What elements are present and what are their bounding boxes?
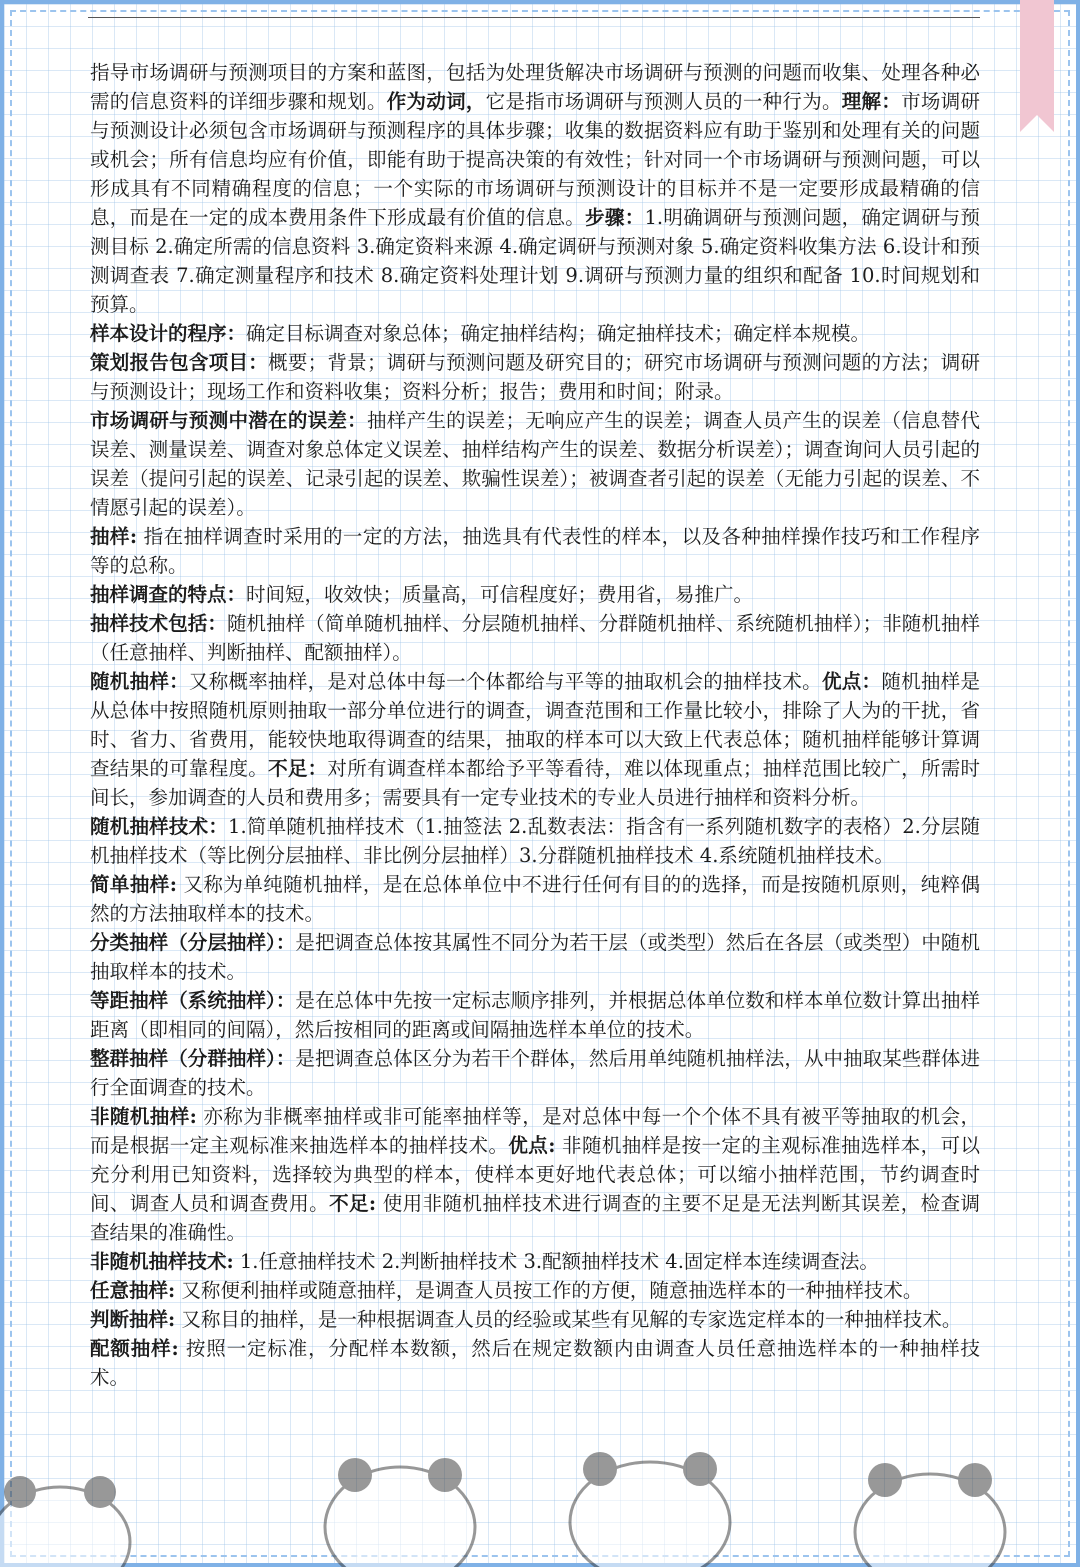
term-heading: 不足: <box>329 1192 377 1215</box>
paragraph-text: 又称为单纯随机抽样，是在总体单位中不进行任何有目的的选择，而是按随机原则，纯粹偶然的方法抽取样本的技术。 <box>90 873 980 925</box>
term-heading: 判断抽样: <box>90 1308 176 1331</box>
paragraph-text: 指在抽样调查时采用的一定的方法，抽选具有代表性的样本，以及各种抽样操作技巧和工作程序等的总称。 <box>90 525 980 577</box>
paragraph-text: 又称目的抽样，是一种根据调查人员的经验或某些有见解的专家选定样本的一种抽样技术。 <box>175 1308 962 1331</box>
paragraph <box>90 58 980 319</box>
paragraph <box>90 1334 980 1392</box>
term-heading: 等距抽样（系统抽样）： <box>90 989 296 1012</box>
term-heading: 抽样: <box>90 525 138 548</box>
paragraph-text: 抽样产生的误差；无响应产生的误差；调查人员产生的误差（信息替代误差、测量误差、调查对象总体定义误差、抽样结构产生的误差、数据分析误差）；调查询问人员引起的误差（提问引起的误差、记录引起的误差、欺骗性误差）；被调查者引起的误差（无能力引起的误差、不情愿引起的误差）。 <box>90 409 980 519</box>
term-heading: 作为动词， <box>386 90 486 113</box>
paragraph-text: 是在总体中先按一定标志顺序排列，并根据总体单位数和样本单位数计算出抽样距离（即相同的间隔），然后按相同的距离或间隔抽选样本单位的技术。 <box>90 989 980 1041</box>
term-heading: 抽样调查的特点： <box>90 583 247 606</box>
paragraph-text: 市场调研与预测设计必须包含市场调研与预测程序的具体步骤；收集的数据资料应有助于鉴别和处理有关的问题或机会；所有信息均应有价值，即能有助于提高决策的有效性；针对同一个市场调研与预测问题，可以形成具有不同精确程度的信息；一个实际的市场调研与预测设计的目标并不是一定要形成最精确的信息，而是在一定的成本费用条件下形成最有价值的信息。 <box>90 90 980 229</box>
paragraph <box>90 609 980 667</box>
paragraph-text: 又称概率抽样，是对总体中每一个体都给与平等的抽取机会的抽样技术。 <box>188 670 822 693</box>
term-heading: 简单抽样: <box>90 873 177 896</box>
paragraph <box>90 1276 980 1305</box>
paragraph-text: 概要；背景；调研与预测问题及研究目的；研究市场调研与预测问题的方法；调研与预测设计；现场工作和资料收集；资料分析；报告；费用和时间；附录。 <box>90 351 980 403</box>
term-heading: 非随机抽样: <box>90 1105 197 1128</box>
paragraph <box>90 1247 980 1276</box>
paragraph <box>90 1102 980 1247</box>
paragraph <box>90 1305 980 1334</box>
paragraph-text: 它是指市场调研与预测人员的一种行为。 <box>485 90 842 113</box>
paragraph-text: 指导市场调研与预测项目的方案和蓝图，包括为处理货解决市场调研与预测的问题而收集、处理各种必需的信息资料的详细步骤和规划。 <box>90 61 980 113</box>
paragraph-text: 1.简单随机抽样技术（1.抽签法 2.乱数表法：指含有一系列随机数字的表格）2.分层随机抽样技术（等比例分层抽样、非比例分层抽样）3.分群随机抽样技术 4.系统随机抽样技术。 <box>90 815 980 867</box>
paragraph <box>90 667 980 812</box>
paragraph-text: 随机抽样（简单随机抽样、分层随机抽样、分群随机抽样、系统随机抽样）；非随机抽样（任意抽样、判断抽样、配额抽样）。 <box>90 612 980 664</box>
paragraph <box>90 1044 980 1102</box>
paragraph-text: 随机抽样是从总体中按照随机原则抽取一部分单位进行的调查，调查范围和工作量比较小，排除了人为的干扰，省时、省力、省费用，能较快地取得调查的结果，抽取的样本可以大致上代表总体；随机抽样能够计算调查结果的可靠程度。 <box>90 670 980 780</box>
paragraph <box>90 870 980 928</box>
paragraph <box>90 522 980 580</box>
paragraph-text: 确定目标调查对象总体；确定抽样结构；确定抽样技术；确定样本规模。 <box>246 322 871 345</box>
term-heading: 分类抽样（分层抽样）： <box>90 931 296 954</box>
paragraph <box>90 928 980 986</box>
term-heading: 任意抽样: <box>90 1279 176 1302</box>
paragraph <box>90 406 980 522</box>
term-heading: 样本设计的程序： <box>90 322 247 345</box>
term-heading: 不足： <box>268 757 328 780</box>
paragraph <box>90 348 980 406</box>
paragraph-text: 1.明确调研与预测问题，确定调研与预测目标 2.确定所需的信息资料 3.确定资料来源 4.确定调研与预测对象 5.确定资料收集方法 6.设计和预测调查表 7.确定测量程序和技术 8.确定资料处理计划 9.调研与预测力量的组织和配备 10.时间规划和预算。 <box>90 206 980 316</box>
paragraph <box>90 580 980 609</box>
paragraph-text: 又称便利抽样或随意抽样，是调查人员按工作的方便，随意抽选样本的一种抽样技术。 <box>175 1279 923 1302</box>
paragraph-text: 亦称为非概率抽样或非可能率抽样等，是对总体中每一个个体不具有被平等抽取的机会，而是根据一定主观标准来抽选样本的抽样技术。 <box>90 1105 980 1157</box>
document-body <box>90 58 980 1392</box>
term-heading: 优点： <box>821 670 882 693</box>
paragraph-text: 时间短，收效快；质量高，可信程度好；费用省，易推广。 <box>246 583 754 606</box>
term-heading: 理解： <box>841 90 902 113</box>
paragraph-text: 1.任意抽样技术 2.判断抽样技术 3.配额抽样技术 4.固定样本连续调查法。 <box>233 1250 879 1273</box>
paragraph-text: 使用非随机抽样技术进行调查的主要不足是无法判断其误差，检查调查结果的准确性。 <box>90 1192 980 1244</box>
paragraph <box>90 812 980 870</box>
paragraph-text: 按照一定标准，分配样本数额，然后在规定数额内由调查人员任意抽选样本的一种抽样技术。 <box>90 1337 980 1389</box>
top-rule <box>88 17 980 18</box>
paragraph-text: 非随机抽样是按一定的主观标准抽选样本，可以充分利用已知资料，选择较为典型的样本，使样本更好地代表总体；可以缩小抽样范围，节约调查时间、调查人员和调查费用。 <box>90 1134 980 1215</box>
paragraph <box>90 986 980 1044</box>
term-heading: 市场调研与预测中潜在的误差： <box>90 409 367 432</box>
paragraph-text: 对所有调查样本都给予平等看待，难以体现重点；抽样范围比较广，所需时间长，参加调查的人员和费用多；需要具有一定专业技术的专业人员进行抽样和资料分析。 <box>90 757 980 809</box>
term-heading: 抽样技术包括： <box>90 612 227 635</box>
term-heading: 随机抽样： <box>90 670 189 693</box>
term-heading: 配额抽样: <box>90 1337 179 1360</box>
term-heading: 非随机抽样技术: <box>90 1250 234 1273</box>
paragraph-text: 是把调查总体区分为若干个群体，然后用单纯随机抽样法，从中抽取某些群体进行全面调查的技术。 <box>90 1047 980 1099</box>
bookmark-ribbon <box>1020 0 1054 115</box>
paragraph-text: 是把调查总体按其属性不同分为若干层（或类型）然后在各层（或类型）中随机抽取样本的技术。 <box>90 931 980 983</box>
term-heading: 优点: <box>508 1134 556 1157</box>
term-heading: 随机抽样技术： <box>90 815 229 838</box>
term-heading: 步骤： <box>585 206 645 229</box>
term-heading: 整群抽样（分群抽样）： <box>90 1047 296 1070</box>
paragraph <box>90 319 980 348</box>
term-heading: 策划报告包含项目： <box>90 351 269 374</box>
